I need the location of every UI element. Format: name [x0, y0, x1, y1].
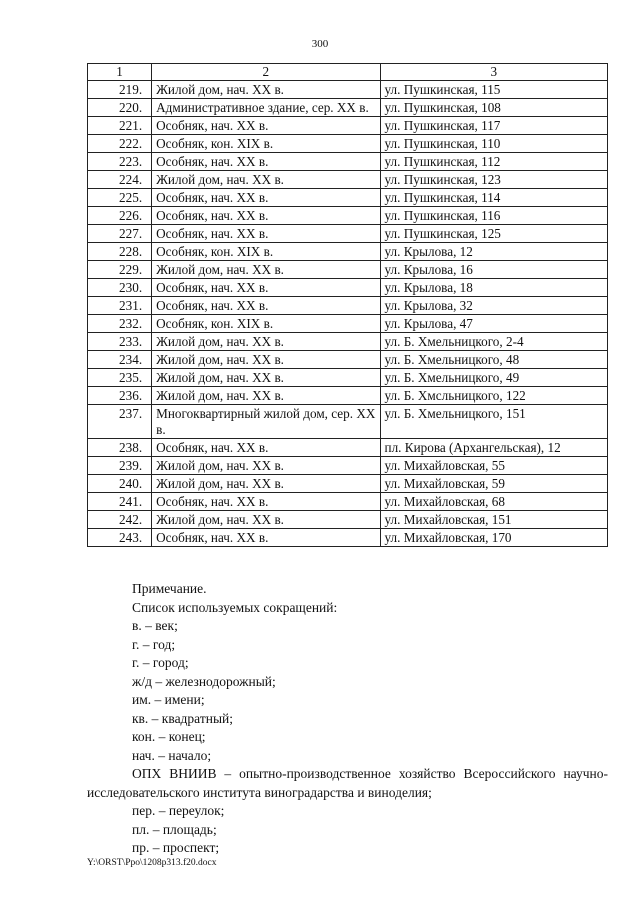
object-name: Жилой дом, нач. XX в.	[152, 261, 380, 279]
row-number: 229.	[88, 261, 152, 279]
object-address: ул. Пушкинская, 115	[380, 81, 607, 99]
table-row	[88, 439, 608, 457]
row-number: 238.	[88, 439, 152, 457]
object-name: Особняк, кон. XIX в.	[152, 243, 380, 261]
table-row	[88, 135, 608, 153]
object-name: Жилой дом, нач. XX в.	[152, 369, 380, 387]
table-body	[88, 64, 608, 547]
object-name: Особняк, нач. XX в.	[152, 189, 380, 207]
header-col-1: 1	[88, 64, 152, 81]
row-number: 243.	[88, 529, 152, 547]
table-row	[88, 279, 608, 297]
abbreviation-item: пр. – проспект;	[132, 840, 220, 855]
row-number: 228.	[88, 243, 152, 261]
row-number: 231.	[88, 297, 152, 315]
table-row	[88, 333, 608, 351]
row-number: 234.	[88, 351, 152, 369]
row-number: 240.	[88, 475, 152, 493]
row-number: 232.	[88, 315, 152, 333]
object-address: ул. Михайловская, 59	[380, 475, 607, 493]
object-address: ул. Михайловская, 68	[380, 493, 607, 511]
abbreviation-item: пер. – переулок;	[132, 803, 225, 818]
object-name: Жилой дом, нач. XX в.	[152, 81, 380, 99]
object-address: ул. Крылова, 18	[380, 279, 607, 297]
row-number: 220.	[88, 99, 152, 117]
table-row	[88, 387, 608, 405]
table-row	[88, 297, 608, 315]
object-name: Жилой дом, нач. XX в.	[152, 475, 380, 493]
object-name: Жилой дом, нач. XX в.	[152, 333, 380, 351]
table-row	[88, 225, 608, 243]
object-address: ул. Б. Хмельницкого, 49	[380, 369, 607, 387]
object-address: ул. Б. Хмельницкого, 48	[380, 351, 607, 369]
table-header-row	[88, 64, 608, 81]
object-name: Особняк, кон. XIX в.	[152, 135, 380, 153]
object-name: Особняк, нач. XX в.	[152, 493, 380, 511]
row-number: 226.	[88, 207, 152, 225]
abbreviation-item: нач. – начало;	[132, 747, 212, 763]
table-row	[88, 171, 608, 189]
row-number: 224.	[88, 171, 152, 189]
object-address: ул. Пушкинская, 123	[380, 171, 607, 189]
row-number: 230.	[88, 279, 152, 297]
row-number: 223.	[88, 153, 152, 171]
object-address: ул. Пушкинская, 112	[380, 153, 607, 171]
header-col-3: 3	[380, 64, 607, 81]
object-address: ул. Пушкинская, 125	[380, 225, 607, 243]
object-name: Особняк, нач. XX в.	[152, 225, 380, 243]
object-name: Особняк, нач. XX в.	[152, 529, 380, 547]
object-address: ул. Б. Хмельницкого, 151	[380, 405, 607, 439]
abbreviation-item: им. – имени;	[132, 692, 205, 707]
row-number: 235.	[88, 369, 152, 387]
table-row	[88, 189, 608, 207]
abbreviation-item: г. – год;	[132, 636, 176, 652]
table-row	[88, 243, 608, 261]
object-address: ул. Пушкинская, 114	[380, 189, 607, 207]
table-row	[88, 99, 608, 117]
table-row	[88, 493, 608, 511]
table-row	[88, 529, 608, 547]
abbreviation-item: пл. – площадь;	[132, 821, 217, 837]
object-address: ул. Михайловская, 170	[380, 529, 607, 547]
notes-section	[87, 580, 608, 858]
monuments-table	[87, 63, 608, 547]
object-address: ул. Михайловская, 55	[380, 457, 607, 475]
object-address: ул. Михайловская, 151	[380, 511, 607, 529]
row-number: 237.	[88, 405, 152, 439]
object-address: ул. Крылова, 32	[380, 297, 607, 315]
table-row	[88, 117, 608, 135]
row-number: 241.	[88, 493, 152, 511]
object-address: ул. Крылова, 16	[380, 261, 607, 279]
object-name: Особняк, кон. XIX в.	[152, 315, 380, 333]
object-name: Особняк, нач. XX в.	[152, 297, 380, 315]
object-address: ул. Крылова, 47	[380, 315, 607, 333]
table-row	[88, 351, 608, 369]
row-number: 219.	[88, 81, 152, 99]
row-number: 222.	[88, 135, 152, 153]
page-number: 300	[311, 38, 329, 50]
object-name: Особняк, нач. XX в.	[152, 153, 380, 171]
row-number: 239.	[88, 457, 152, 475]
row-number: 221.	[88, 117, 152, 135]
table-row	[88, 261, 608, 279]
abbreviations-list	[87, 617, 608, 858]
object-name: Жилой дом, нач. XX в.	[152, 171, 380, 189]
object-name: Особняк, нач. XX в.	[152, 117, 380, 135]
object-address: ул. Крылова, 12	[380, 243, 607, 261]
table-row	[88, 475, 608, 493]
abbreviation-item: в. – век;	[132, 618, 178, 633]
row-number: 233.	[88, 333, 152, 351]
object-name: Многоквартирный жилой дом, сер. XX в.	[152, 405, 380, 439]
row-number: 225.	[88, 189, 152, 207]
object-name: Жилой дом, нач. XX в.	[152, 511, 380, 529]
abbreviation-item: кв. – квадратный;	[132, 710, 233, 726]
table-row	[88, 457, 608, 475]
object-name: Жилой дом, нач. XX в.	[152, 387, 380, 405]
table-row	[88, 369, 608, 387]
object-address: ул. Пушкинская, 116	[380, 207, 607, 225]
table-row	[88, 207, 608, 225]
file-path-footer: Y:\ORST\Ppo\1208p313.f20.docx	[87, 858, 217, 868]
object-address: ул. Б. Хмсльницкого, 122	[380, 387, 607, 405]
table-row	[88, 153, 608, 171]
abbreviation-item: г. – город;	[132, 655, 189, 670]
abbreviation-item: ОПХ ВНИИВ – опытно-производственное хозяйство Всероссийского научно-исследовательского института виноградарства и виноделия;	[87, 766, 608, 800]
object-name: Особняк, нач. XX в.	[152, 279, 380, 297]
object-address: ул. Пушкинская, 117	[380, 117, 607, 135]
object-name: Особняк, нач. XX в.	[152, 207, 380, 225]
object-address: ул. Б. Хмельницкого, 2-4	[380, 333, 607, 351]
object-name: Жилой дом, нач. XX в.	[152, 457, 380, 475]
table-row	[88, 511, 608, 529]
table-row	[88, 405, 608, 439]
abbreviation-item: кон. – конец;	[132, 729, 206, 744]
row-number: 227.	[88, 225, 152, 243]
table-row	[88, 81, 608, 99]
row-number: 242.	[88, 511, 152, 529]
object-name: Административное здание, сер. XX в.	[152, 99, 380, 117]
object-address: пл. Кирова (Архангельская), 12	[380, 439, 607, 457]
object-name: Жилой дом, нач. XX в.	[152, 351, 380, 369]
header-col-2: 2	[152, 64, 380, 81]
table-row	[88, 315, 608, 333]
abbreviation-item: ж/д – железнодорожный;	[132, 673, 276, 689]
notes-subtitle: Список используемых сокращений:	[132, 599, 338, 615]
object-address: ул. Пушкинская, 108	[380, 99, 607, 117]
notes-title: Примечание.	[132, 581, 207, 596]
object-address: ул. Пушкинская, 110	[380, 135, 607, 153]
object-name: Особняк, нач. XX в.	[152, 439, 380, 457]
row-number: 236.	[88, 387, 152, 405]
